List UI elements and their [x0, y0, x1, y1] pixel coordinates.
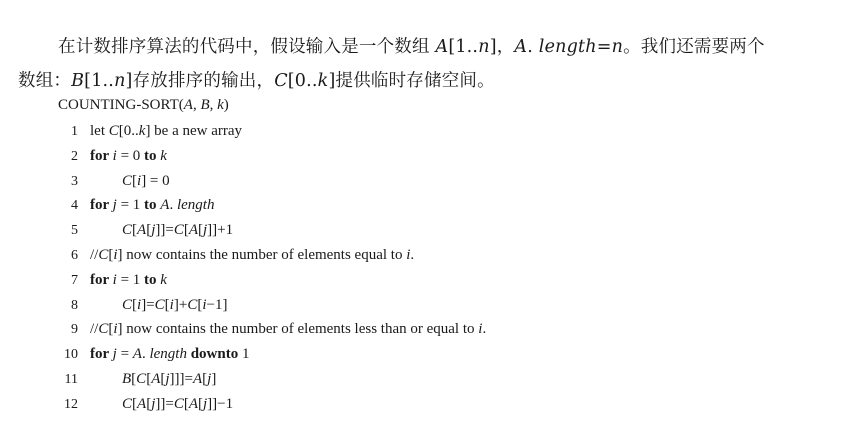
text-run: to [144, 197, 161, 214]
text-run: [ [108, 247, 114, 263]
text-run: ]]+1 [207, 222, 234, 239]
text-run: n [478, 37, 490, 57]
text-run: i [169, 296, 174, 313]
text-run: j [151, 395, 156, 412]
line-number: 5 [71, 223, 78, 239]
text-run: ]]= [155, 395, 174, 412]
text-run: k [160, 271, 167, 288]
text-run: ]+ [173, 296, 188, 313]
text-run: ]]]= [169, 371, 193, 387]
code-statement [122, 396, 233, 413]
text-run: C [122, 395, 133, 412]
text-run: C [274, 71, 288, 91]
code-line-6 [0, 247, 866, 271]
text-run: C [122, 172, 133, 189]
text-run: // [90, 247, 99, 263]
text-run: k [217, 97, 224, 113]
text-run: ]]−1 [207, 395, 234, 412]
text-run: length [149, 346, 187, 363]
text-run: for [90, 346, 113, 363]
text-run: C [173, 395, 184, 412]
code-line-11 [0, 371, 866, 395]
text-run: [ [132, 222, 138, 239]
code-statement [90, 321, 486, 338]
code-line-10 [0, 346, 866, 370]
line-number: 8 [71, 297, 78, 313]
text-run: C [173, 222, 184, 239]
text-run: B [71, 71, 85, 91]
text-run: = 1 [116, 197, 145, 214]
text-run: for [90, 197, 113, 214]
code-line-5 [0, 222, 866, 246]
text-run: j [151, 222, 156, 239]
text-run: A [151, 371, 161, 387]
code-line-9 [0, 321, 866, 345]
text-run: n [611, 37, 624, 57]
text-run: j [112, 346, 117, 363]
text-run: length [176, 197, 215, 214]
text-run: C [154, 296, 165, 313]
code-line-1 [0, 123, 866, 147]
line-number: 10 [64, 347, 78, 363]
text-run: ] now contains the number of elements equal to [117, 247, 407, 263]
code-line-2 [0, 148, 866, 172]
text-run: 在计数排序算法的代码中，假设输入是一个数组 [58, 37, 436, 57]
code-line-7 [0, 272, 866, 296]
text-run: i [202, 296, 207, 313]
text-run: . [482, 321, 487, 338]
text-run: i [406, 247, 411, 263]
code-line-12 [0, 396, 866, 420]
text-run: [1.. [448, 37, 479, 57]
text-run: A [188, 222, 198, 239]
text-run: [ [198, 395, 203, 412]
text-run: [ [164, 296, 170, 313]
intro-line-1 [18, 30, 858, 64]
text-run: i [137, 296, 142, 313]
text-run: i [113, 321, 118, 338]
text-run: 数组： [18, 71, 72, 91]
text-run: [ [108, 321, 114, 338]
text-run: . [410, 247, 415, 263]
text-run: 。我们还需要两个 [623, 37, 765, 57]
text-run: i [113, 247, 118, 263]
code-statement [90, 247, 414, 264]
text-run: j [203, 222, 208, 239]
text-run: , [192, 97, 201, 113]
text-run: A [137, 222, 147, 239]
text-run: length [538, 37, 597, 57]
text-run: = 0 [116, 147, 145, 164]
procedure-header [58, 97, 229, 114]
text-run: = 1 [116, 271, 145, 288]
text-run: [ [132, 395, 138, 412]
text-run: , [209, 97, 218, 113]
text-run: [ [146, 371, 152, 387]
code-statement [90, 197, 214, 214]
text-run: COUNTING-SORT( [58, 97, 184, 113]
text-run: A [435, 37, 449, 57]
code-statement [90, 346, 249, 363]
line-number: 2 [71, 148, 78, 164]
code-line-3 [0, 173, 866, 197]
text-run: downto [190, 346, 239, 363]
text-run: C [98, 321, 109, 338]
text-run: A [188, 395, 198, 412]
text-run: C [122, 296, 133, 313]
text-run: j [203, 395, 208, 412]
text-run: A [183, 97, 193, 113]
code-statement [122, 297, 227, 314]
text-run: B [122, 371, 132, 387]
text-run: [0.. [287, 71, 318, 91]
text-run: [1.. [84, 71, 115, 91]
text-run: [ [197, 296, 203, 313]
text-run: i [112, 271, 117, 288]
text-run: . [527, 37, 539, 57]
text-run: to [144, 271, 161, 288]
text-run: B [200, 97, 210, 113]
code-statement [122, 222, 233, 239]
text-run: for [90, 271, 113, 288]
code-line-4 [0, 197, 866, 221]
text-run: ]存放排序的输出， [125, 71, 275, 91]
text-run: ] = 0 [141, 172, 170, 189]
text-run: j [112, 197, 117, 214]
code-statement [90, 123, 242, 140]
line-number: 7 [71, 272, 78, 288]
text-run: . [141, 346, 150, 363]
text-run: C [187, 296, 198, 313]
text-run: ) [223, 97, 229, 113]
code-statement [90, 272, 167, 289]
text-run: [ [146, 222, 152, 239]
text-run: j [207, 371, 212, 387]
text-run: ] [211, 371, 217, 387]
code-statement [122, 173, 170, 190]
code-line-8 [0, 297, 866, 321]
line-number: 9 [71, 322, 78, 338]
line-number: 11 [64, 372, 78, 387]
text-run: ]= [141, 296, 155, 313]
text-run: = [596, 37, 612, 57]
intro-line-2 [18, 64, 858, 98]
text-run: ]， [489, 37, 515, 57]
line-number: 1 [71, 124, 78, 139]
text-run: for [90, 147, 113, 164]
text-run: A [160, 197, 170, 214]
text-run: ] now contains the number of elements less than or equal to [117, 321, 479, 338]
text-run: C [98, 247, 109, 263]
text-run: // [90, 321, 99, 338]
text-run: k [160, 147, 167, 164]
text-run: [ [198, 222, 203, 239]
text-run: [ [132, 296, 138, 313]
text-run: ]提供临时存储空间。 [328, 71, 495, 91]
code-statement [122, 371, 216, 388]
text-run: ] be a new array [145, 123, 243, 139]
text-run: k [138, 123, 146, 139]
text-run: A [192, 371, 203, 387]
line-number: 12 [64, 396, 78, 412]
text-run: n [114, 71, 126, 91]
text-run: i [112, 147, 117, 164]
text-run: [ [146, 395, 152, 412]
text-run: j [165, 371, 170, 387]
text-run: C [108, 123, 119, 139]
text-run: i [478, 321, 483, 338]
text-run: 1 [238, 346, 250, 363]
text-run: [ [132, 172, 138, 189]
text-run: C [122, 222, 133, 239]
text-run: A [132, 346, 142, 363]
line-number: 6 [71, 248, 78, 263]
intro-paragraph [18, 30, 858, 98]
text-run: k [317, 71, 329, 91]
line-number: 4 [71, 198, 78, 214]
text-run: [ [202, 371, 208, 387]
text-run: A [514, 37, 528, 57]
code-statement [90, 148, 167, 165]
text-run: [ [131, 371, 137, 387]
line-number: 3 [71, 173, 78, 189]
text-run: [ [183, 222, 189, 239]
text-run: let [90, 123, 109, 139]
text-run: [0.. [118, 123, 139, 139]
text-run: = [116, 346, 133, 363]
text-run: A [137, 395, 147, 412]
text-run: C [136, 371, 147, 387]
text-run: i [137, 172, 142, 189]
text-run: to [144, 147, 161, 164]
text-run: [ [160, 371, 166, 387]
text-run: ]]= [155, 222, 174, 239]
text-run: −1] [206, 296, 228, 313]
text-run: [ [183, 395, 189, 412]
text-run: . [169, 197, 177, 214]
